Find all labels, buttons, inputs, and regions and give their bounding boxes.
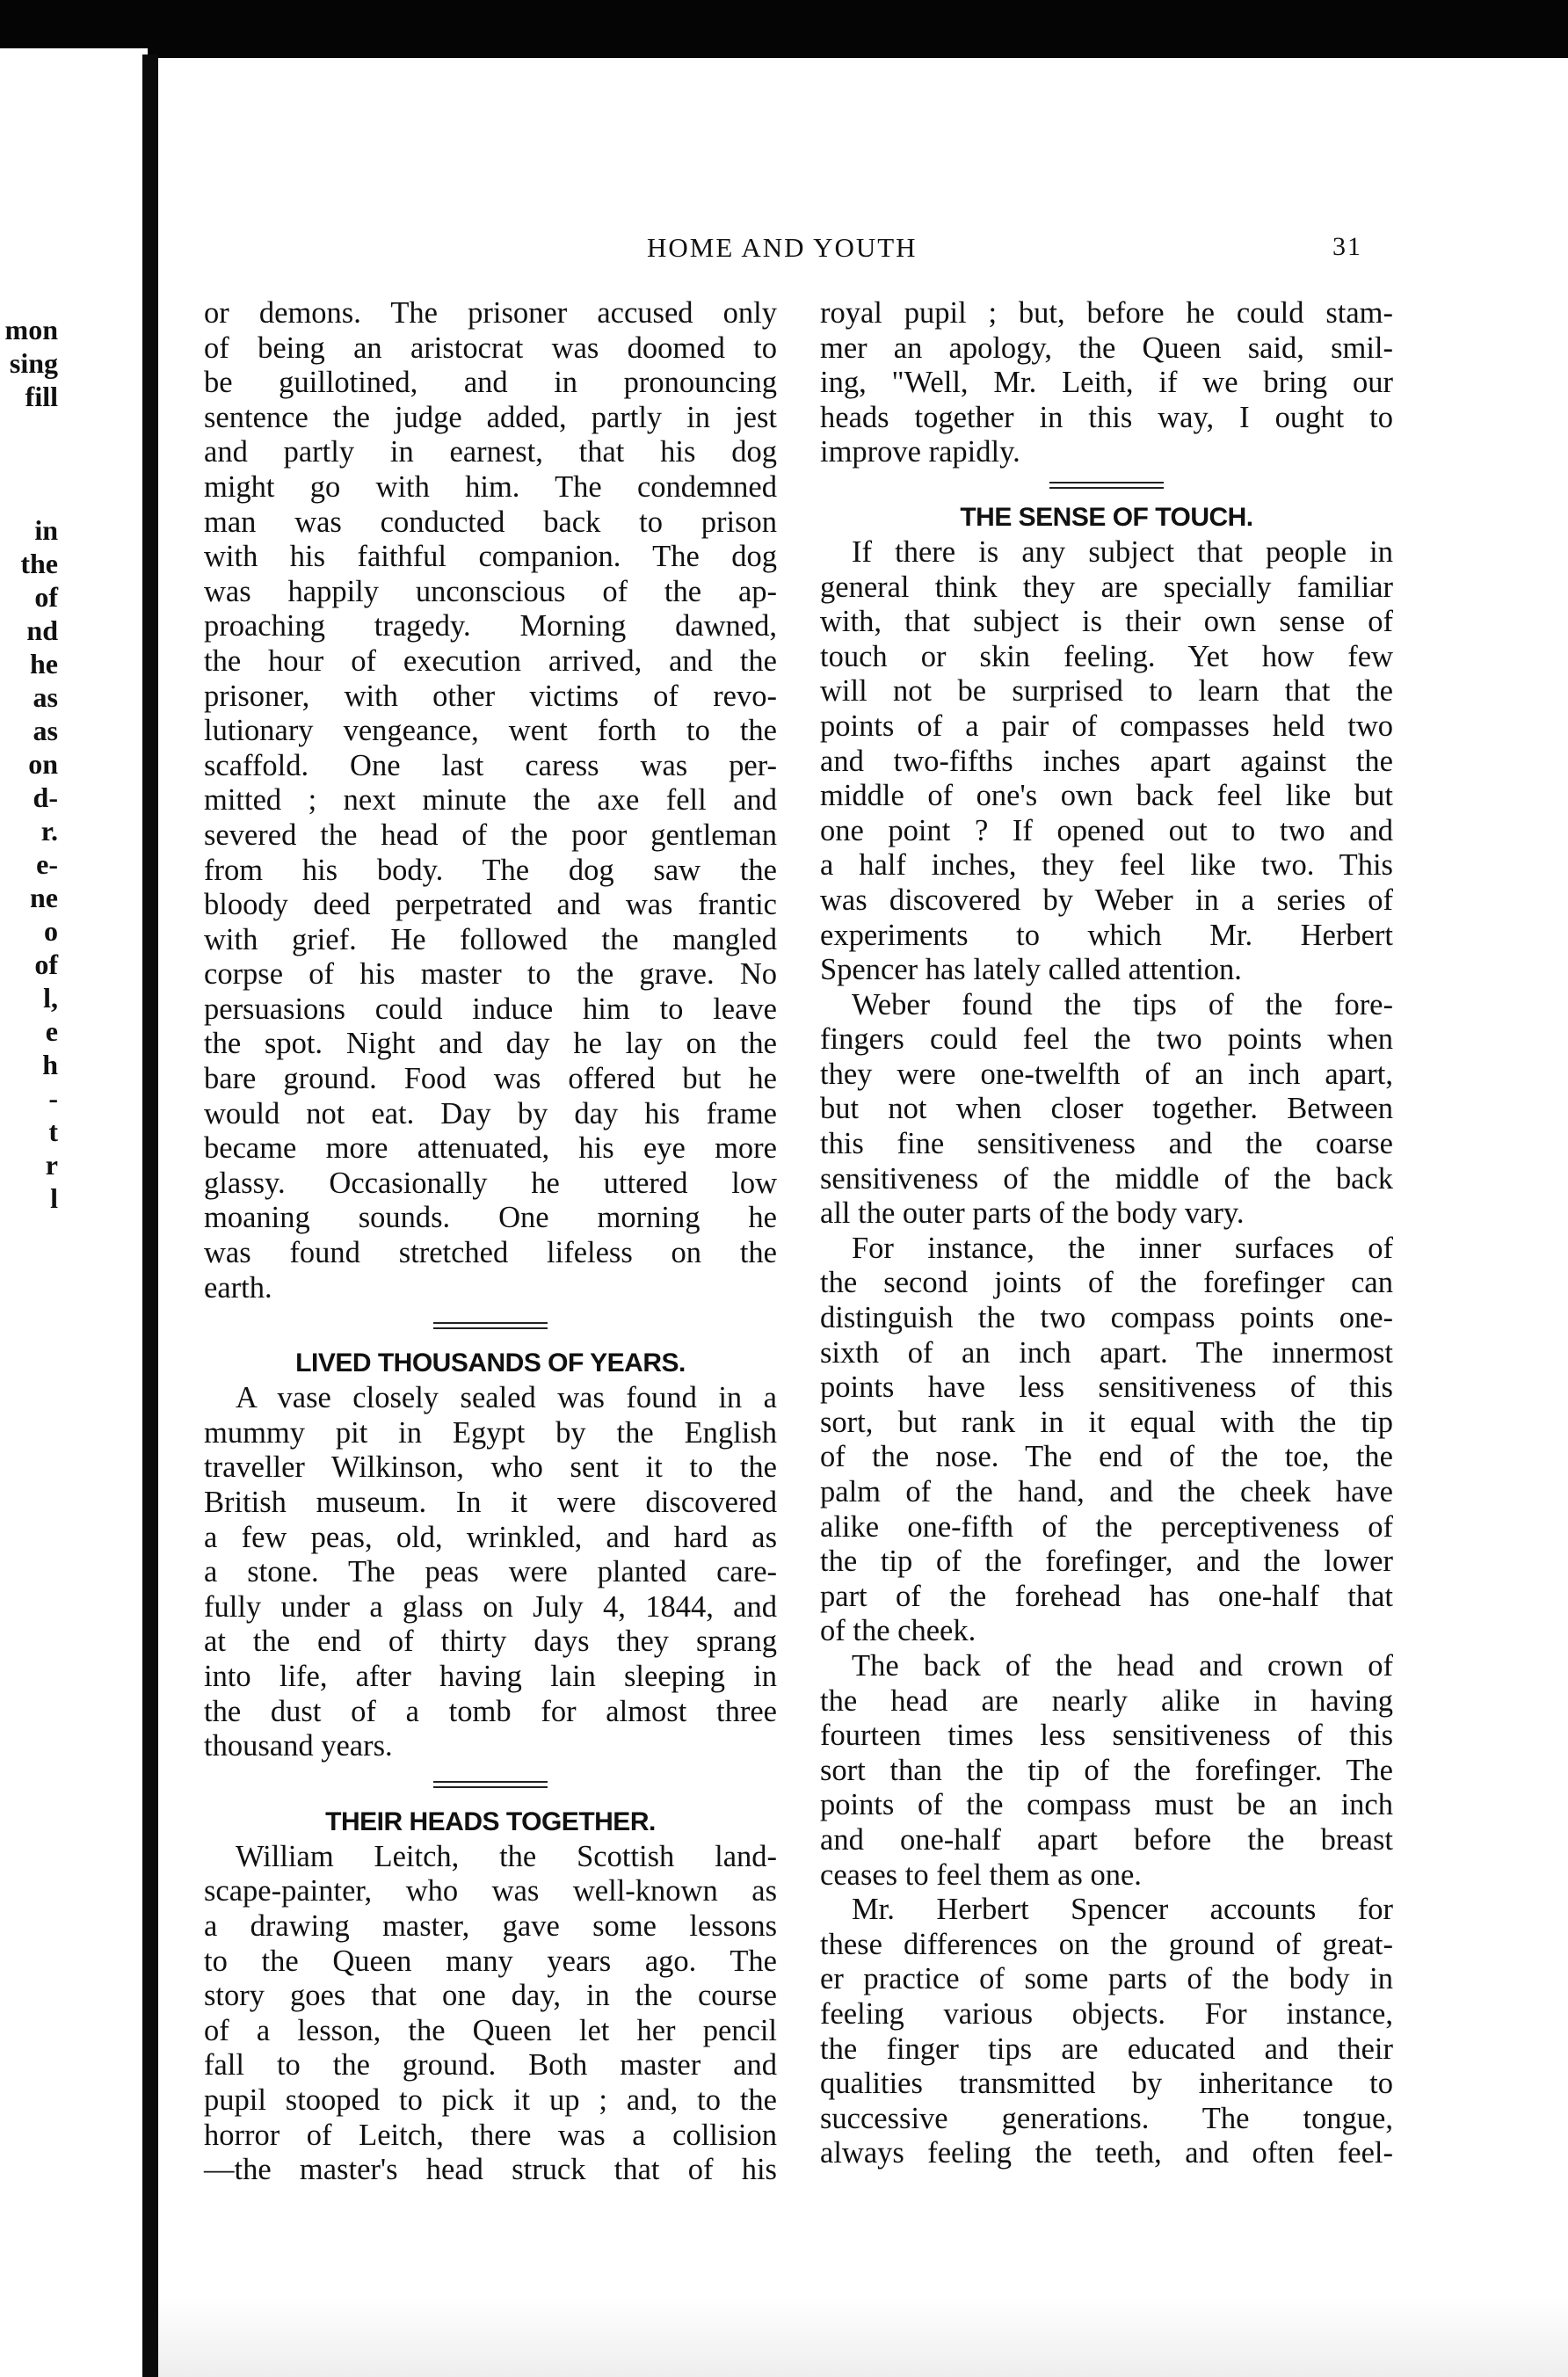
previous-page-fragment: he (30, 648, 58, 680)
text-line: heads together in this way, I ought to (820, 400, 1393, 434)
text-line: the second joints of the forefinger can (820, 1266, 1393, 1300)
running-title: HOME AND YOUTH (647, 232, 918, 263)
text-line: points of a pair of compasses held two (820, 709, 1393, 743)
text-line: mitted ; next minute the axe fell and (204, 783, 777, 818)
text-line: fall to the ground. Both master and (204, 2048, 777, 2083)
text-line: scape-painter, who was well-known as (204, 1874, 777, 1908)
text-line: a drawing master, gave some lessons (204, 1908, 777, 1943)
text-line: severed the head of the poor gentleman (204, 818, 777, 852)
text-line: points of the compass must be an inch (820, 1788, 1393, 1822)
paragraph-touch-2 (820, 988, 1393, 1232)
paragraph-touch-3 (820, 1232, 1393, 1649)
paragraph-heads-continued (820, 296, 1393, 470)
previous-page-fragment: o (44, 915, 58, 947)
previous-page-fragment: nd (26, 614, 58, 646)
text-line: into life, after having lain sleeping in (204, 1659, 777, 1693)
text-line: Spencer has lately called attention. (820, 953, 1242, 987)
text-line: always feeling the teeth, and often feel- (820, 2136, 1393, 2170)
text-line: was discovered by Weber in a series of (820, 883, 1393, 917)
text-line: palm of the hand, and the cheek have (820, 1475, 1393, 1508)
text-line: was found stretched lifeless on the (204, 1236, 777, 1270)
text-line: traveller Wilkinson, who sent it to the (204, 1450, 777, 1485)
previous-page-fragment: ne (30, 882, 58, 913)
section-divider (204, 1305, 777, 1346)
text-line: of a lesson, the Queen let her pencil (204, 2013, 777, 2047)
text-line: they were one-twelfth of an inch apart, (820, 1057, 1393, 1091)
heading-lived-thousands: LIVED THOUSANDS OF YEARS. (295, 1348, 686, 1378)
text-line: persuasions could induce him to leave (204, 992, 777, 1026)
text-line: became more attenuated, his eye more (204, 1131, 777, 1166)
text-line: touch or skin feeling. Yet how few (820, 639, 1393, 673)
text-line: but not when closer together. Between (820, 1092, 1393, 1126)
previous-page-fragment: as (33, 715, 58, 746)
text-line: earth. (204, 1270, 272, 1305)
previous-page-fragment: l, (43, 982, 58, 1014)
previous-page-fragment: fill (25, 381, 58, 412)
text-line: royal pupil ; but, before he could stam- (820, 296, 1393, 330)
page-gutter-shadow (142, 55, 158, 2377)
text-line: part of the forehead has one-half that (820, 1579, 1393, 1613)
previous-page-fragment: as (33, 681, 58, 713)
text-line: Mr. Herbert Spencer accounts for (852, 1893, 1393, 1927)
text-line: qualities transmitted by inheritance to (820, 2067, 1393, 2101)
text-line: be guillotined, and in pronouncing (204, 366, 777, 400)
text-line: improve rapidly. (820, 435, 1020, 469)
text-line: horror of Leitch, there was a collision (204, 2118, 777, 2152)
text-line: scaffold. One last caress was per- (204, 748, 777, 782)
text-line: the finger tips are educated and their (820, 2032, 1393, 2066)
text-line: one point ? If opened out to two and (820, 813, 1393, 847)
text-line: general think they are specially familiar (820, 570, 1393, 604)
previous-page-fragment: e- (36, 848, 58, 880)
previous-page-fragment: sing (9, 347, 58, 379)
text-line: sentence the judge added, partly in jest (204, 400, 777, 434)
text-line: of the cheek. (820, 1614, 976, 1648)
text-line: bare ground. Food was offered but he (204, 1062, 777, 1096)
text-line: fully under a glass on July 4, 1844, and (204, 1589, 777, 1624)
previous-page-fragment: the (20, 548, 58, 579)
text-line: with, that subject is their own sense of (820, 605, 1393, 639)
text-line: all the outer parts of the body vary. (820, 1196, 1245, 1231)
text-line: alike one-fifth of the perceptiveness of (820, 1509, 1393, 1544)
text-line: the head are nearly alike in having (820, 1683, 1393, 1718)
text-line: moaning sounds. One morning he (204, 1201, 777, 1235)
previous-page-fragments (0, 313, 58, 1215)
previous-page-fragment: l (50, 1182, 58, 1214)
text-line: distinguish the two compass points one- (820, 1301, 1393, 1335)
text-line: For instance, the inner surfaces of (852, 1231, 1393, 1265)
text-line: Weber found the tips of the fore- (852, 987, 1393, 1021)
text-line: was happily unconscious of the ap- (204, 574, 777, 608)
text-line: bloody deed perpetrated and was frantic (204, 888, 777, 922)
previous-page-fragment: e (45, 1015, 58, 1047)
text-line: from his body. The dog saw the (204, 853, 777, 887)
text-line: a stone. The peas were planted care- (204, 1555, 777, 1589)
heading-their-heads: THEIR HEADS TOGETHER. (325, 1806, 656, 1836)
text-line: the tip of the forefinger, and the lower (820, 1545, 1393, 1579)
text-line: experiments to which Mr. Herbert (820, 918, 1393, 952)
text-line: proaching tragedy. Morning dawned, (204, 609, 777, 643)
section-divider (204, 1764, 777, 1805)
text-line: with grief. He followed the mangled (204, 922, 777, 956)
text-line: pupil stooped to pick it up ; and, to the (204, 2083, 777, 2117)
text-line: sixth of an inch apart. The innermost (820, 1335, 1393, 1370)
text-line: ing, "Well, Mr. Leith, if we bring our (820, 366, 1393, 400)
text-line: A vase closely sealed was found in a (236, 1381, 777, 1415)
text-line: sensitiveness of the middle of the back (820, 1161, 1393, 1196)
section-divider (820, 470, 1393, 500)
text-line: fourteen times less sensitiveness of this (820, 1719, 1393, 1753)
scan-top-border (0, 0, 1568, 58)
previous-page-fragment: d- (33, 781, 58, 813)
text-line: If there is any subject that people in (852, 534, 1393, 569)
text-line: of the nose. The end of the toe, the (820, 1440, 1393, 1474)
previous-page-fragment: on (28, 748, 58, 780)
text-line: lutionary vengeance, went forth to the (204, 714, 777, 748)
text-line: story goes that one day, in the course (204, 1979, 777, 2013)
text-line: of being an aristocrat was doomed to (204, 331, 777, 365)
page-number: 31 (1332, 232, 1362, 261)
heading-sense-of-touch: THE SENSE OF TOUCH. (960, 502, 1253, 532)
left-column (204, 296, 777, 2188)
text-line: points have less sensitiveness of this (820, 1370, 1393, 1405)
paragraph-touch-4 (820, 1649, 1393, 1893)
text-line: a half inches, they feel like two. This (820, 848, 1393, 883)
previous-page-fragment: t (48, 1116, 58, 1147)
paragraph-lived-thousands (204, 1381, 777, 1764)
text-line: the hour of execution arrived, and the (204, 643, 777, 678)
page-bottom-shade (158, 2296, 1568, 2377)
previous-page-fragment (0, 413, 58, 513)
text-line: might go with him. The condemned (204, 469, 777, 504)
text-line: successive generations. The tongue, (820, 2101, 1393, 2135)
text-line: er practice of some parts of the body in (820, 1962, 1393, 1996)
paragraph-their-heads (204, 1840, 777, 2188)
text-line: mummy pit in Egypt by the English (204, 1415, 777, 1450)
text-line: will not be surprised to learn that the (820, 674, 1393, 709)
text-line: to the Queen many years ago. The (204, 1944, 777, 1978)
text-line: middle of one's own back feel like but (820, 779, 1393, 813)
text-line: a few peas, old, wrinkled, and hard as (204, 1520, 777, 1554)
text-line: sort than the tip of the forefinger. The (820, 1753, 1393, 1787)
text-line: corpse of his master to the grave. No (204, 957, 777, 992)
text-line: with his faithful companion. The dog (204, 540, 777, 574)
previous-page-fragment: - (48, 1082, 58, 1114)
text-line: ceases to feel them as one. (820, 1857, 1142, 1892)
previous-page-fragment: r. (40, 815, 58, 847)
text-line: and two-fifths inches apart against the (820, 744, 1393, 778)
previous-page-fragment: of (34, 949, 58, 980)
text-line: The back of the head and crown of (852, 1648, 1393, 1683)
previous-page-fragment: h (42, 1049, 58, 1080)
previous-page-fragment: in (34, 514, 58, 546)
text-line: these differences on the ground of great- (820, 1927, 1393, 1961)
paragraph-touch-1 (820, 535, 1393, 988)
text-line: British museum. In it were discovered (204, 1486, 777, 1519)
text-line: or demons. The prisoner accused only (204, 296, 777, 330)
previous-page-fragment: mon (4, 314, 58, 345)
text-line: prisoner, with other victims of revo- (204, 679, 777, 713)
text-line: would not eat. Day by day his frame (204, 1096, 777, 1130)
text-line: feeling various objects. For instance, (820, 1996, 1393, 2031)
text-line: —the master's head struck that of his (204, 2153, 777, 2187)
right-column (820, 296, 1393, 2171)
text-line: at the end of thirty days they sprang (204, 1625, 777, 1659)
text-line: this fine sensitiveness and the coarse (820, 1127, 1393, 1161)
text-line: and one-half apart before the breast (820, 1822, 1393, 1857)
text-line: sort, but rank in it equal with the tip (820, 1405, 1393, 1439)
text-line: mer an apology, the Queen said, smil- (820, 331, 1393, 365)
previous-page-fragment: r (45, 1149, 58, 1181)
text-line: and partly in earnest, that his dog (204, 435, 777, 469)
text-line: the spot. Night and day he lay on the (204, 1027, 777, 1061)
text-line: William Leitch, the Scottish land- (236, 1839, 777, 1873)
paragraph-touch-5 (820, 1893, 1393, 2171)
text-line: glassy. Occasionally he uttered low (204, 1166, 777, 1200)
text-line: thousand years. (204, 1729, 393, 1763)
text-line: man was conducted back to prison (204, 505, 777, 539)
text-line: the dust of a tomb for almost three (204, 1694, 777, 1728)
paragraph-dog-story (204, 296, 777, 1305)
text-line: fingers could feel the two points when (820, 1022, 1393, 1057)
previous-page-fragment: of (34, 581, 58, 613)
